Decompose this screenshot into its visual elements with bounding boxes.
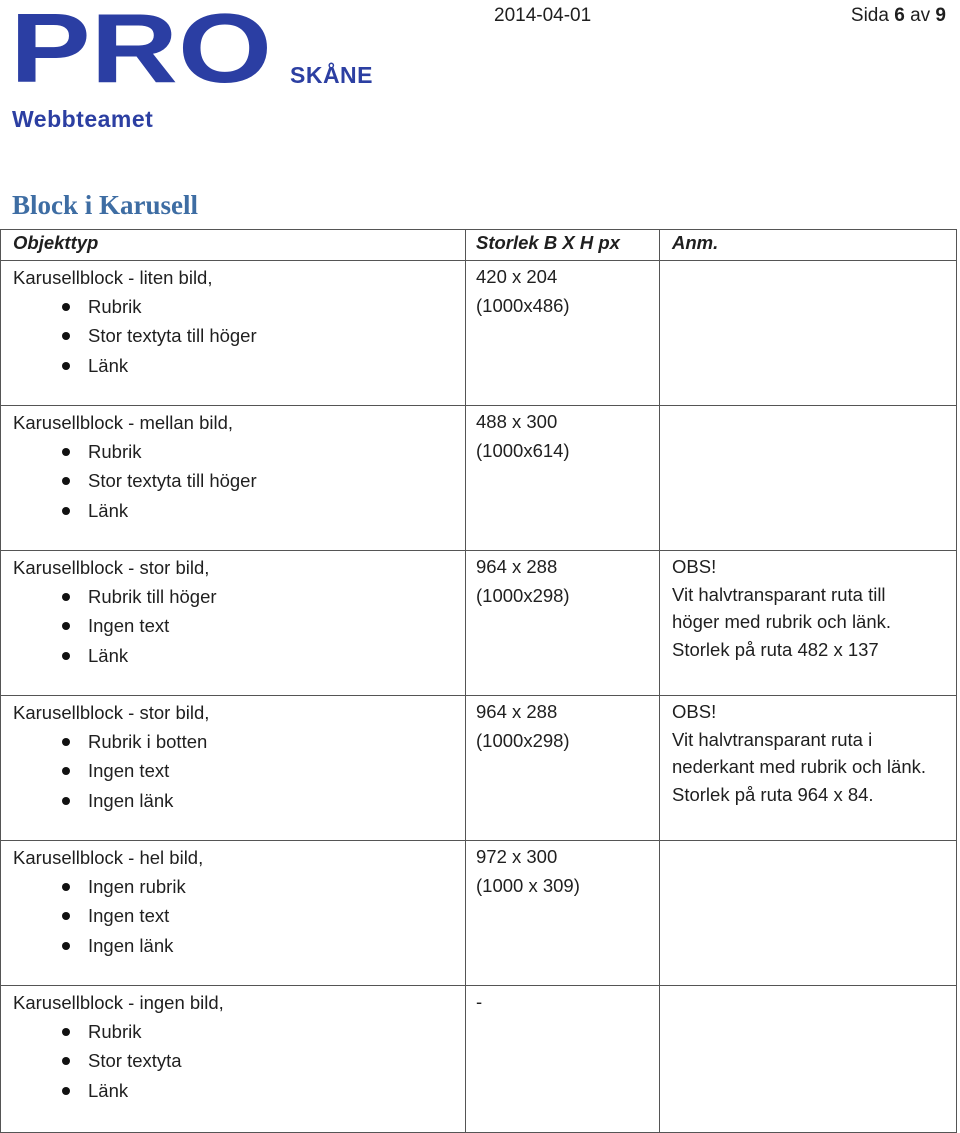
feature-item: Stor textyta: [13, 1046, 465, 1075]
feature-item: Ingen länk: [13, 931, 465, 960]
block-title: Karusellblock - hel bild,: [13, 847, 204, 868]
pro-logo: [8, 4, 274, 88]
header-anm: Anm.: [660, 230, 957, 261]
size-value: 488 x 300: [476, 411, 558, 432]
table-row: [1, 841, 957, 986]
feature-item: Rubrik i botten: [13, 727, 465, 756]
table-row: [1, 406, 957, 551]
cell-objekttyp: [1, 841, 466, 986]
cell-objekttyp: [1, 261, 466, 406]
block-title: Karusellblock - liten bild,: [13, 267, 213, 288]
block-title: Karusellblock - stor bild,: [13, 702, 210, 723]
feature-list: [13, 292, 465, 380]
table-body: [1, 261, 957, 1133]
size-value: (1000 x 309): [476, 874, 580, 896]
page-separator: av: [910, 5, 931, 26]
feature-item: Länk: [13, 1076, 465, 1105]
header-storlek: Storlek B X H px: [466, 230, 660, 261]
feature-item: Rubrik: [13, 292, 465, 321]
cell-anm: [660, 551, 957, 696]
size-value: (1000x614): [476, 439, 570, 461]
size-value: 964 x 288: [476, 556, 558, 577]
document-date: 2014-04-01: [494, 5, 592, 26]
cell-storlek: [466, 551, 660, 696]
cell-storlek: [466, 841, 660, 986]
feature-item: Rubrik till höger: [13, 582, 465, 611]
table-row: [1, 261, 957, 406]
note-line: Vit halvtransparant ruta till: [672, 583, 886, 605]
cell-anm: [660, 696, 957, 841]
feature-item: Stor textyta till höger: [13, 466, 465, 495]
note-line: OBS!: [672, 556, 717, 577]
note-line: Storlek på ruta 482 x 137: [672, 638, 879, 660]
cell-anm: [660, 841, 957, 986]
feature-item: Rubrik: [13, 1017, 465, 1046]
cell-objekttyp: [1, 986, 466, 1133]
feature-item: Länk: [13, 496, 465, 525]
cell-anm: [660, 261, 957, 406]
note-line: höger med rubrik och länk.: [672, 611, 892, 632]
size-value: (1000x486): [476, 294, 570, 316]
size-value: (1000x298): [476, 584, 570, 606]
page-prefix: Sida: [850, 5, 889, 26]
feature-item: Ingen text: [13, 611, 465, 640]
cell-anm: [660, 406, 957, 551]
feature-list: [13, 872, 465, 960]
block-title: Karusellblock - mellan bild,: [13, 412, 234, 433]
size-value: -: [476, 991, 483, 1012]
cell-anm: [660, 986, 957, 1133]
cell-storlek: [466, 696, 660, 841]
cell-objekttyp: [1, 551, 466, 696]
svg-text:PRO: PRO: [10, 4, 272, 88]
feature-list: [13, 727, 465, 815]
table-header-row: [1, 230, 957, 261]
cell-objekttyp: [1, 406, 466, 551]
size-value: 964 x 288: [476, 701, 558, 722]
table-row: [1, 551, 957, 696]
page-number: [851, 5, 946, 27]
feature-item: Ingen text: [13, 901, 465, 930]
feature-item: Rubrik: [13, 437, 465, 466]
cell-storlek: [466, 986, 660, 1133]
feature-item: Länk: [13, 641, 465, 670]
team-name: Webbteamet: [12, 106, 154, 132]
block-title: Karusellblock - ingen bild,: [13, 992, 224, 1013]
page-total: 9: [935, 5, 946, 26]
note-line: nederkant med rubrik och länk.: [672, 756, 926, 777]
feature-item: Ingen rubrik: [13, 872, 465, 901]
table-row: [1, 696, 957, 841]
feature-item: Länk: [13, 351, 465, 380]
cell-storlek: [466, 261, 660, 406]
note-line: OBS!: [672, 701, 717, 722]
block-table: [0, 229, 957, 1133]
size-value: 972 x 300: [476, 846, 558, 867]
cell-objekttyp: [1, 696, 466, 841]
note-line: Vit halvtransparant ruta i: [672, 728, 873, 750]
section-title: Block i Karusell: [12, 190, 199, 220]
feature-list: [13, 1017, 465, 1105]
header-objekttyp: Objekttyp: [1, 230, 466, 261]
feature-item: Ingen text: [13, 756, 465, 785]
feature-item: Ingen länk: [13, 786, 465, 815]
block-title: Karusellblock - stor bild,: [13, 557, 210, 578]
note-line: Storlek på ruta 964 x 84.: [672, 783, 874, 805]
size-value: (1000x298): [476, 729, 570, 751]
feature-list: [13, 582, 465, 670]
feature-item: Stor textyta till höger: [13, 321, 465, 350]
size-value: 420 x 204: [476, 266, 558, 287]
page-current: 6: [894, 5, 905, 26]
feature-list: [13, 437, 465, 525]
cell-storlek: [466, 406, 660, 551]
logo-subtitle: SKÅNE: [290, 62, 374, 88]
table-row: [1, 986, 957, 1133]
